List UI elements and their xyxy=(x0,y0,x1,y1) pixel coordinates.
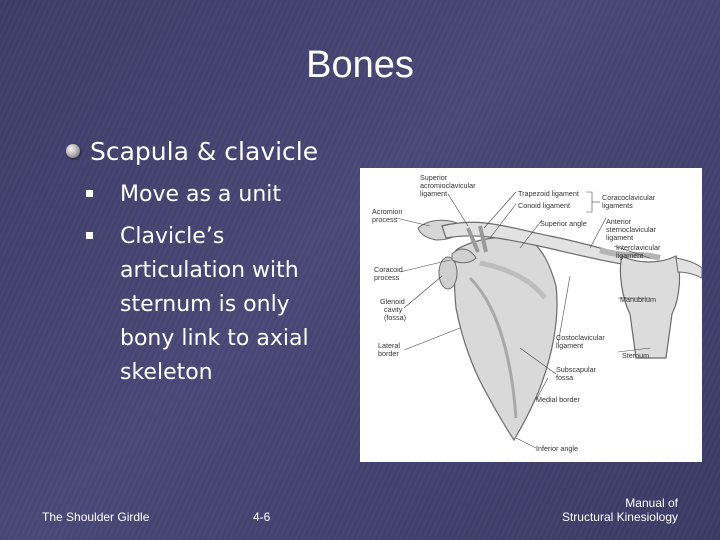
label-costoclavicular-1: Costoclavicular xyxy=(556,333,605,342)
label-superior-ac-1: Superior xyxy=(420,173,448,182)
footer-book-title xyxy=(540,496,678,524)
label-coracoid-2: process xyxy=(374,273,400,282)
label-superior-ac-3: ligament xyxy=(420,189,448,198)
label-acromion-2: process xyxy=(372,215,398,224)
label-inferior-angle: Inferior angle xyxy=(536,444,578,453)
label-superior-angle: Superior angle xyxy=(540,219,587,228)
main-bullet-icon xyxy=(66,144,80,158)
label-sternum: Sternum xyxy=(622,351,650,360)
label-glenoid-3: (fossa) xyxy=(384,313,406,322)
label-acromion-1: Acromion xyxy=(372,207,403,216)
label-lateral-border-2: border xyxy=(378,349,399,358)
label-superior-ac-2: acromioclavicular xyxy=(420,181,476,190)
anatomy-diagram xyxy=(360,168,702,462)
footer-book-title-line2: Structural Kinesiology xyxy=(561,510,678,524)
label-anterior-sc-3: ligament xyxy=(606,233,634,242)
footer-book-title-line1: Manual of xyxy=(625,496,678,510)
label-medial-border: Medial border xyxy=(536,395,580,404)
sub-bullet-text: Move as a unit xyxy=(120,182,282,207)
label-manubrium: Manubrium xyxy=(620,295,656,304)
sternum-shape xyxy=(620,256,679,358)
label-coracoclavicular-2: ligaments xyxy=(602,201,633,210)
label-coracoid-1: Coracoid xyxy=(374,265,403,274)
square-bullet-icon xyxy=(86,232,93,239)
shoulder-girdle-illustration xyxy=(360,168,702,462)
label-anterior-sc-2: sternoclavicular xyxy=(606,225,656,234)
label-interclavicular-2: ligament xyxy=(616,251,644,260)
label-anterior-sc-1: Anterior xyxy=(606,217,632,226)
square-bullet-icon xyxy=(86,190,93,197)
label-costoclavicular-2: ligament xyxy=(556,341,584,350)
scapula-shape xyxy=(455,237,558,440)
label-lateral-border-1: Lateral xyxy=(378,341,400,350)
label-subscapular-2: fossa xyxy=(556,373,574,382)
label-coracoclavicular-1: Coracoclavicular xyxy=(602,193,656,202)
footer-slide-number: 4-6 xyxy=(253,510,271,524)
label-glenoid-2: cavity xyxy=(384,305,403,314)
label-subscapular-1: Subscapular xyxy=(556,365,596,374)
label-glenoid-1: Glenoid xyxy=(380,297,405,306)
label-conoid: Conoid ligament xyxy=(518,201,570,210)
label-trapezoid: Trapezoid ligament xyxy=(518,189,579,198)
label-interclavicular-1: Interclavicular xyxy=(616,243,661,252)
main-bullet-text: Scapula & clavicle xyxy=(90,137,319,166)
sub-bullet-text: Clavicle’s articulation with sternum is only bony link to axial skeleton xyxy=(120,224,309,385)
slide-title: Bones xyxy=(306,44,414,86)
footer-chapter: The Shoulder Girdle xyxy=(42,510,150,524)
